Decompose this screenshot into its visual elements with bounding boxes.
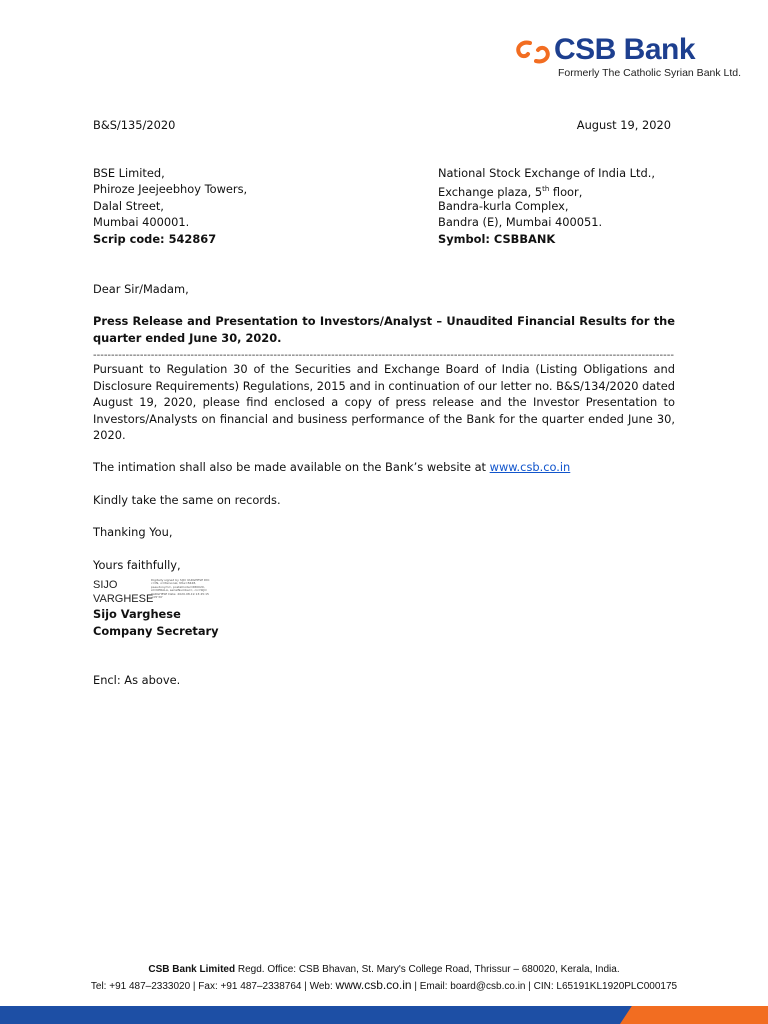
address-line: Dalal Street, — [93, 199, 164, 213]
digital-signature-stamp: Digitally signed by SIJO VARGHESE DN: c=IN, o=Personal, title=8448, pseudonym=, postalCode=680020, st=KERALA, serialNumber=, cn=SIJO VARGHESE Date: 2020.08.19 13:45:15 +05'30' — [151, 579, 210, 600]
address-line: Phiroze Jeejeebhoy Towers, — [93, 182, 248, 196]
bank-name: CSB Bank — [554, 33, 696, 66]
intimation-line — [93, 459, 570, 476]
footer-contact-text: Tel: +91 487–2333020 | Fax: +91 487–2338764 | Web: — [90, 981, 336, 992]
letter-reference: B&S/135/2020 — [93, 118, 176, 132]
footer-orange-band — [620, 1006, 768, 1024]
signature-first-name: SIJO — [93, 579, 118, 591]
closing-line: Yours faithfully, — [93, 558, 181, 572]
address-line: Mumbai 400001. — [93, 215, 190, 229]
address-text: floor, — [549, 184, 583, 199]
footer-office: Regd. Office: CSB Bhavan, St. Mary's College Road, Thrissur – 680020, Kerala, India. — [235, 964, 620, 975]
bank-tagline: Formerly The Catholic Syrian Bank Ltd. — [558, 67, 742, 79]
footer-address — [0, 964, 768, 975]
address-line: National Stock Exchange of India Ltd., — [438, 166, 655, 180]
address-line: BSE Limited, — [93, 166, 165, 180]
thanking-line: Thanking You, — [93, 525, 173, 539]
signatory-title: Company Secretary — [93, 624, 219, 638]
footer-contact-text: | Email: board@csb.co.in | CIN: L65191KL1920PLC000175 — [411, 981, 678, 992]
footer-web-link[interactable]: www.csb.co.in — [335, 978, 412, 992]
csb-logo-icon — [514, 39, 552, 65]
signature-last-name: VARGHESE — [93, 593, 154, 605]
signatory-name: Sijo Varghese — [93, 607, 181, 621]
footer-contacts — [0, 978, 768, 992]
address-text: Exchange plaza, 5 — [438, 184, 543, 199]
digital-signature-name — [93, 578, 153, 606]
address-line: Bandra-kurla Complex, — [438, 199, 569, 213]
bank-logo — [514, 33, 754, 84]
records-line: Kindly take the same on records. — [93, 493, 281, 507]
letter-date: August 19, 2020 — [576, 118, 671, 132]
subject-line: Press Release and Presentation to Investors/Analyst – Unaudited Financial Results for the quarter ended June 30, 2020. — [93, 314, 675, 345]
scrip-code: Scrip code: 542867 — [93, 232, 217, 246]
superscript: th — [542, 185, 550, 193]
enclosure-note: Encl: As above. — [93, 673, 181, 687]
intimation-text: The intimation shall also be made available on the Bank’s website at — [93, 460, 490, 474]
nse-symbol: Symbol: CSBBANK — [438, 232, 556, 246]
address-line: Bandra (E), Mumbai 400051. — [438, 215, 603, 229]
body-paragraph: Pursuant to Regulation 30 of the Securities and Exchange Board of India (Listing Obligations and Disclosure Requirements) Regulations, 2015 and in continuation of our letter no. B&S/134/2020 dated August 19, 2020, please find enclosed a copy of press release and the Investor Presentation to Investors/Analysts on financial and business performance of the Bank for the quarter ended June 30, 2020. — [93, 362, 675, 442]
divider-line: ----------------------------------------------------------------------------------------------------------------------------------------------------------------- — [93, 351, 674, 361]
website-link[interactable]: www.csb.co.in — [489, 460, 571, 474]
footer-company: CSB Bank Limited — [148, 964, 236, 975]
salutation: Dear Sir/Madam, — [93, 282, 189, 296]
